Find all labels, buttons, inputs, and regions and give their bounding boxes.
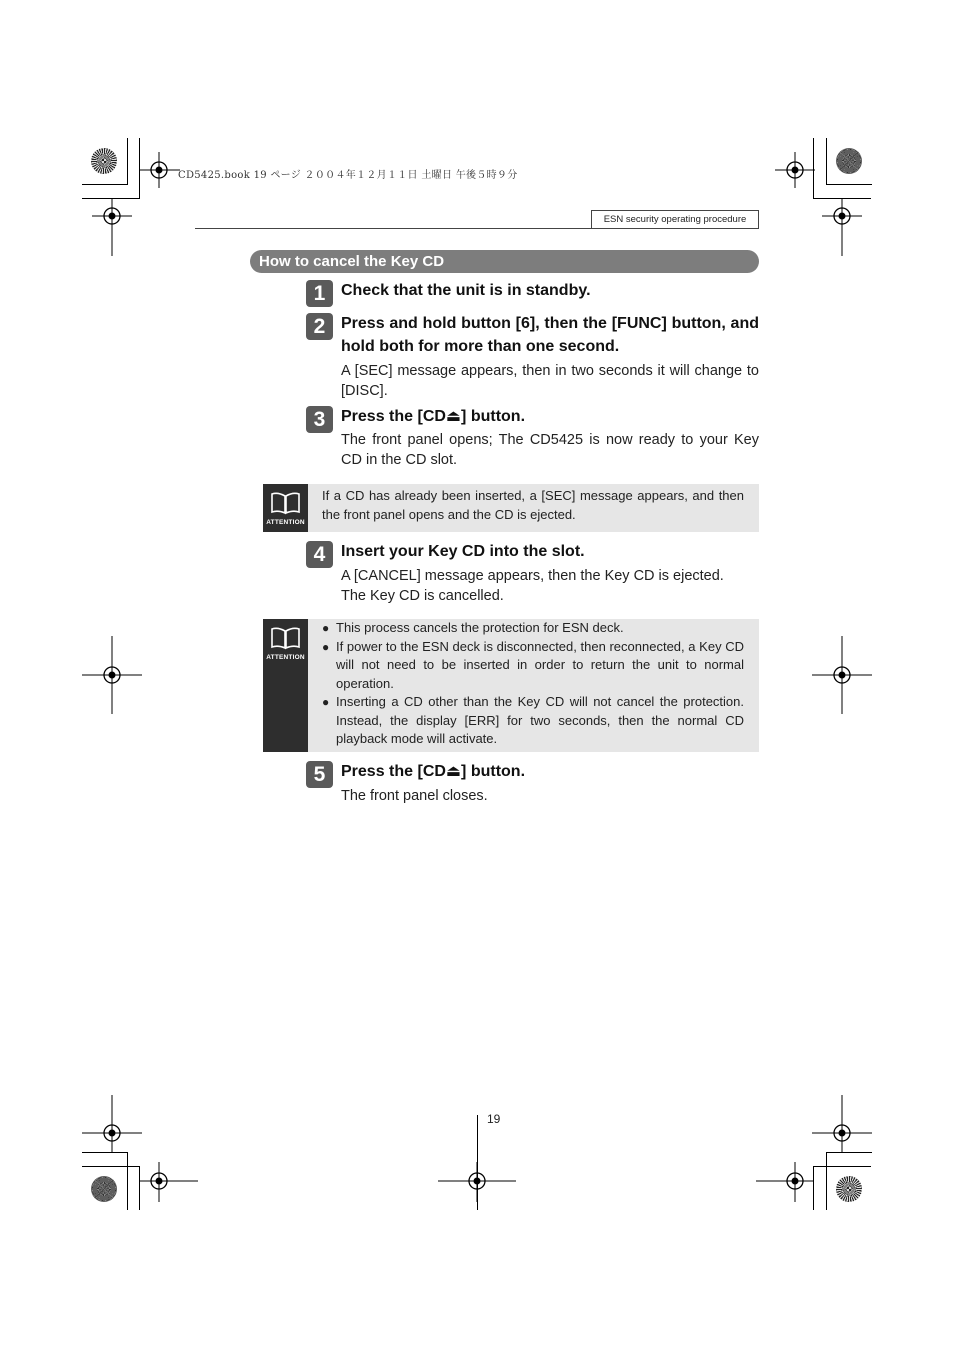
step-text-4-line-1: A [CANCEL] message appears, then the Key CD is ejected.	[341, 568, 724, 584]
calibration-circle-icon	[91, 148, 117, 174]
attention-bullet-1: ● This process cancels the protection for ESN deck.	[322, 619, 744, 638]
registration-mark-icon	[82, 1095, 142, 1153]
step-text-4-line-2: The Key CD is cancelled.	[341, 588, 504, 604]
registration-mark-icon	[822, 198, 862, 256]
attention-book-icon	[263, 484, 308, 532]
registration-mark-icon	[92, 198, 132, 256]
registration-mark-icon	[756, 1162, 814, 1202]
registration-mark-icon	[812, 1095, 872, 1153]
eject-icon: ⏏	[445, 763, 462, 780]
registration-mark-icon	[438, 1162, 516, 1202]
step-title-4: Insert your Key CD into the slot.	[341, 543, 585, 560]
step-number-4: 4	[306, 541, 333, 568]
step-number-3: 3	[306, 406, 333, 433]
registration-mark-icon	[140, 152, 180, 188]
step-text-3: The front panel opens; The CD5425 is now ready to your Key CD in the CD slot.	[341, 432, 759, 468]
step-number-1: 1	[306, 280, 333, 307]
attention-label: ATTENTION	[266, 519, 305, 526]
registration-mark-icon	[775, 152, 815, 188]
calibration-circle-icon	[836, 1176, 862, 1202]
attention-note-2-list	[322, 619, 744, 749]
eject-icon: ⏏	[445, 408, 462, 425]
attention-note-1	[263, 484, 759, 532]
attention-bullet-3: ● Inserting a CD other than the Key CD will not cancel the protection. Instead, the display [ERR] for two seconds, then the normal CD playback mode will activate.	[322, 693, 744, 749]
attention-book-icon	[263, 619, 308, 752]
print-header-line: CD5425.book 19 ページ ２００４年１２月１１日 土曜日 午後５時９分	[178, 170, 518, 181]
header-rule	[195, 228, 759, 229]
header-section-label: ESN security operating procedure	[591, 210, 759, 228]
step-title-5: Press the [CD⏏] button.	[341, 763, 526, 780]
step-text-5: The front panel closes.	[341, 788, 488, 804]
step-number-2: 2	[306, 313, 333, 340]
registration-mark-icon	[82, 636, 142, 714]
calibration-circle-icon	[836, 148, 862, 174]
step-title-1: Check that the unit is in standby.	[341, 282, 591, 299]
section-title: How to cancel the Key CD	[250, 250, 759, 273]
step-text-4	[341, 566, 759, 606]
calibration-circle-icon	[91, 1176, 117, 1202]
registration-mark-icon	[812, 636, 872, 714]
attention-note-1-text: If a CD has already been inserted, a [SEC] message appears, and then the front panel opens and the CD is ejected.	[322, 488, 744, 522]
step-number-5: 5	[306, 761, 333, 788]
attention-bullet-2: ● If power to the ESN deck is disconnected, then reconnected, a Key CD will not need to be inserted in order to return the unit to normal operation.	[322, 638, 744, 694]
attention-label: ATTENTION	[266, 654, 305, 661]
page-number: 19	[487, 1112, 501, 1126]
attention-note-2	[263, 619, 759, 752]
registration-mark-icon	[140, 1162, 198, 1202]
step-title-2: Press and hold button [6], then the [FUNC] button, and hold both for more than one second.	[341, 315, 759, 355]
step-text-2: A [SEC] message appears, then in two seconds it will change to [DISC].	[341, 363, 759, 399]
step-title-3: Press the [CD⏏] button.	[341, 408, 526, 425]
